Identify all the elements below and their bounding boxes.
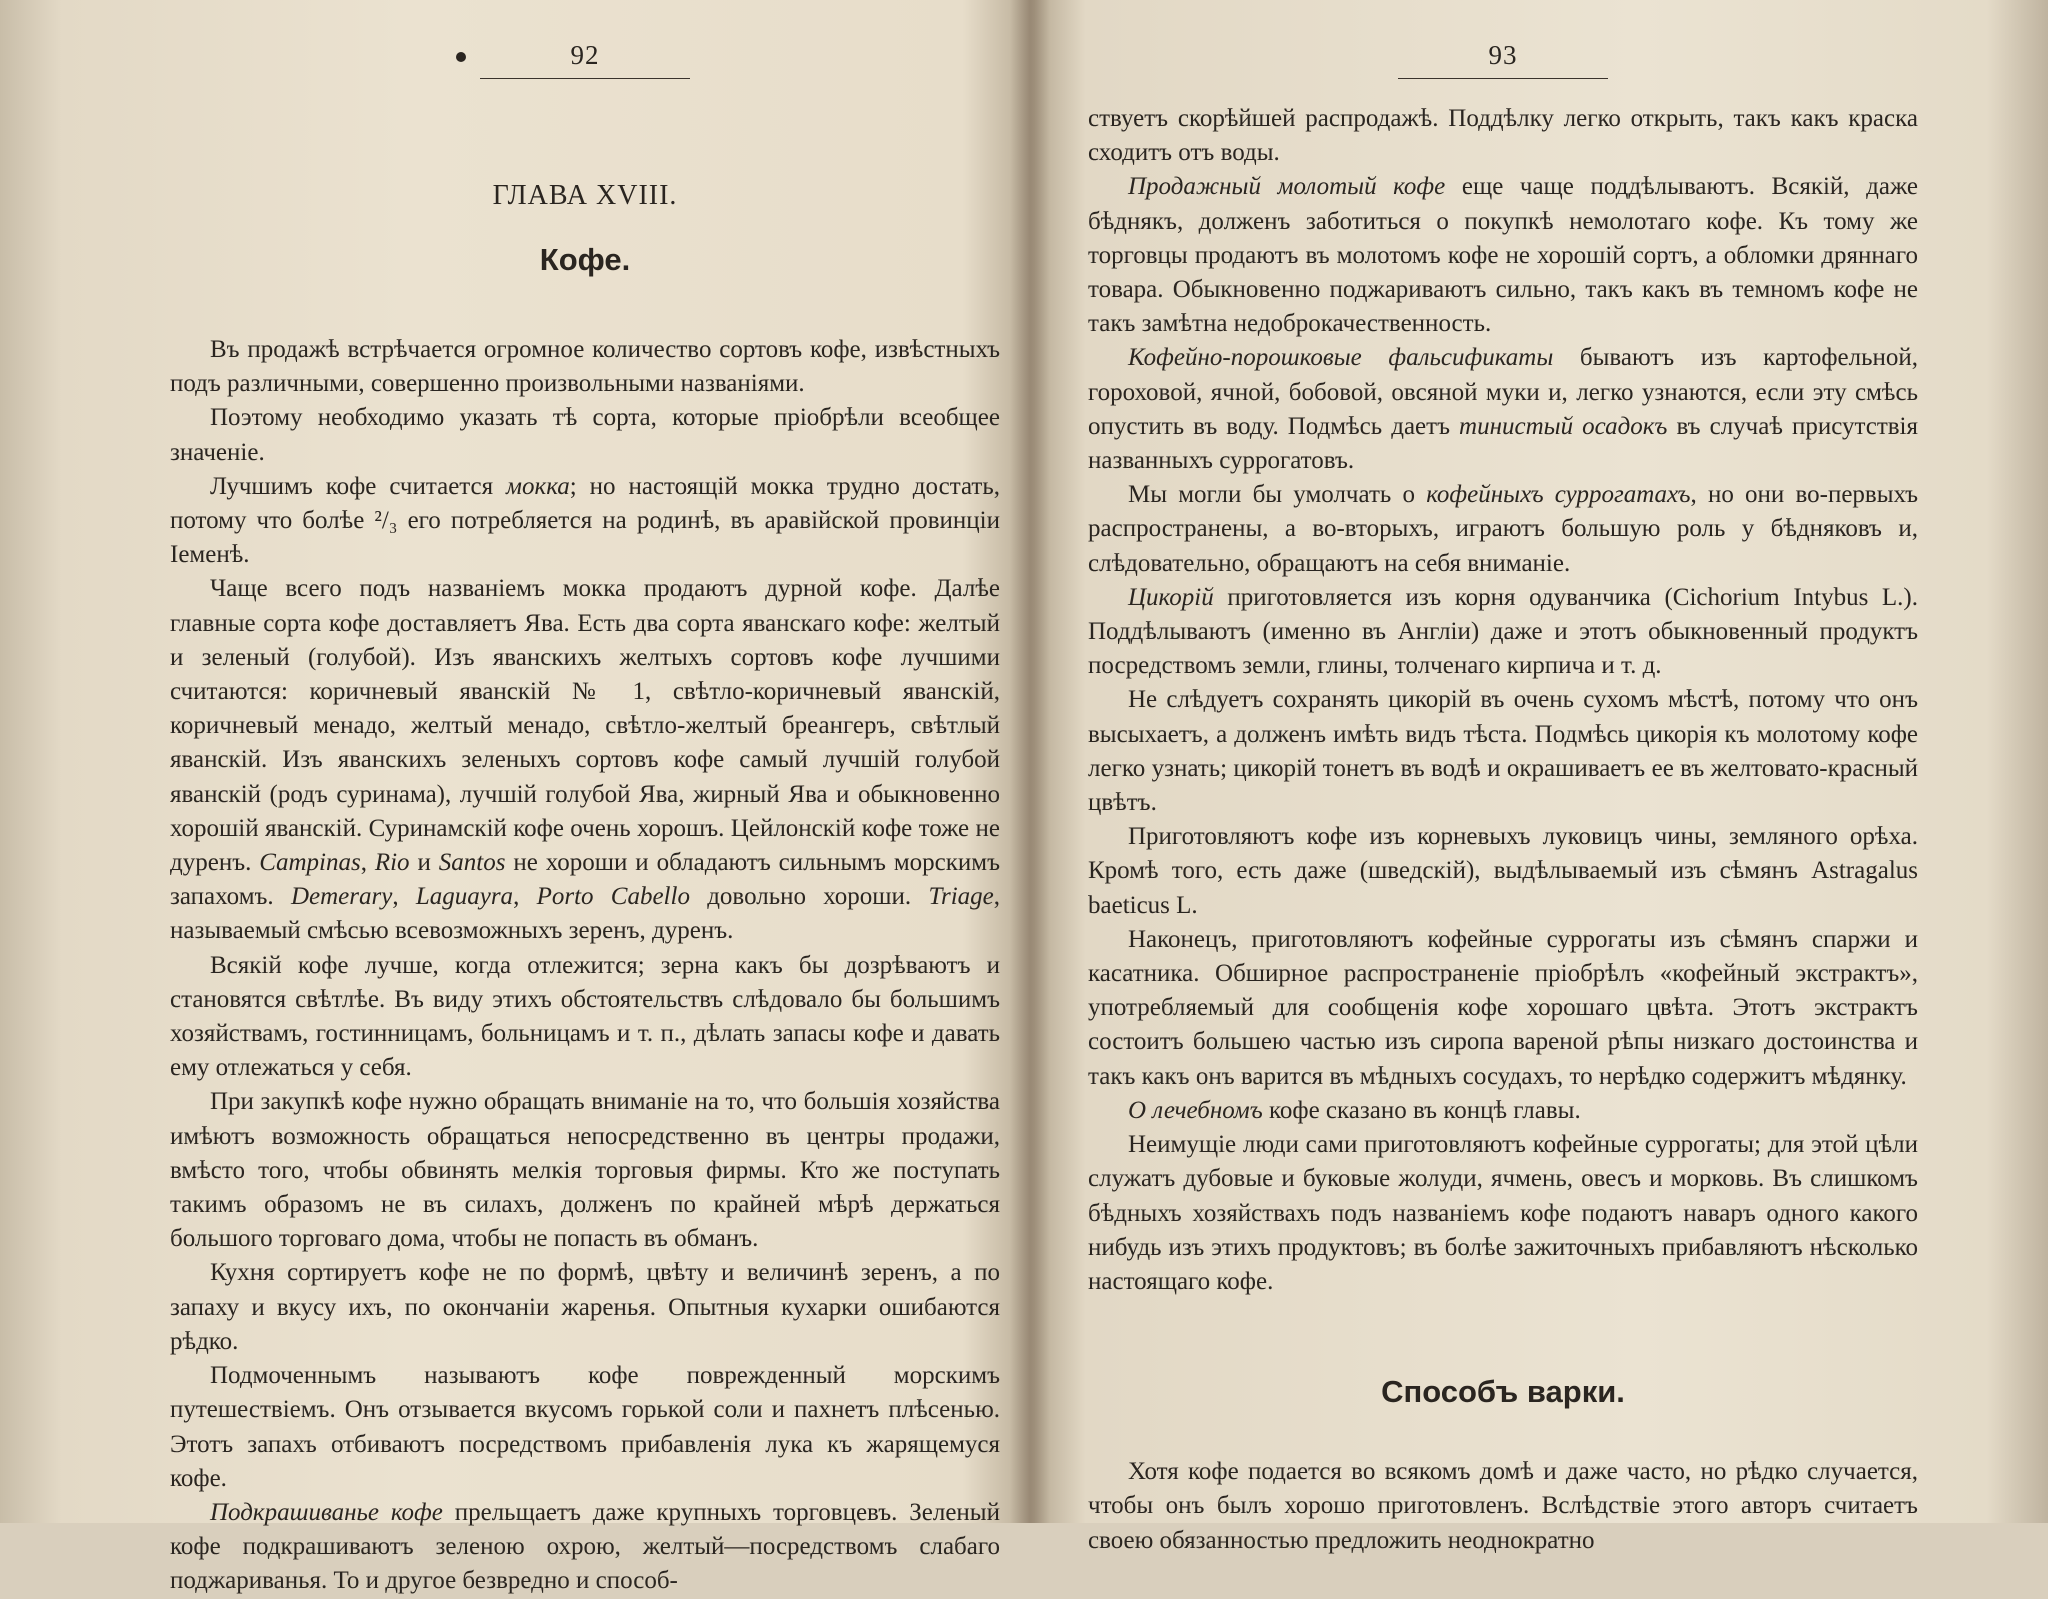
paragraph: О лечебномъ кофе сказано въ концѣ главы. <box>1128 1096 1581 1124</box>
paragraph: Кофейно-порошковые фальсификаты бываютъ изъ картофельной, гороховой, ячной, бобовой, овсяной муки и, легко узнаются, если эту смѣсь опустить въ воду. Подмѣсь даетъ тинистый осадокъ въ случаѣ присутствія названныхъ суррогатовъ. <box>1088 344 1918 475</box>
paragraph: Подмоченнымъ называютъ кофе поврежденный морскимъ путешествіемъ. Онъ отзывается вкусомъ горькой соли и пахнетъ плѣсенью. Этотъ запахъ отбиваютъ посредствомъ прибавленія лука къ жарящемуся кофе. <box>170 1362 1000 1492</box>
chapter-heading: ГЛАВА XVIII. <box>492 180 678 211</box>
paragraph: ствуетъ скорѣйшей распродажѣ. Поддѣлку легко открыть, такъ какъ краска сходитъ отъ воды. <box>1088 105 1918 167</box>
chapter-title: Кофе. <box>539 242 631 277</box>
paragraph: При закупкѣ кофе нужно обращать вниманіе на то, что большія хозяйства имѣютъ возможность обращаться непосредственно въ центры продажи, вмѣсто того, чтобы обвинять мелкія торговыя фирмы. Кто же поступать такимъ образомъ не въ силахъ, долженъ по крайней мѣрѣ держаться большого торговаго дома, чтобы не попасть въ обманъ. <box>170 1088 1000 1253</box>
paragraph: Цикорій приготовляется изъ корня одуванчика (Cichorium Intybus L.). Поддѣлываютъ (именно въ Англіи) даже и этотъ обыкновенный продуктъ посредствомъ земли, глины, толченаго кирпича и т. д. <box>1088 583 1918 680</box>
paragraph: Въ продажѣ встрѣчается огромное количество сортовъ кофе, извѣстныхъ подъ различными, совершенно произвольными названіями. <box>170 336 1000 398</box>
paragraph: Наконецъ, приготовляютъ кофейные суррогаты изъ сѣмянъ спаржи и касатника. Обширное распространеніе пріобрѣлъ «кофейный экстрактъ», употребляемый для сообщенія кофе хорошаго цвѣта. Этотъ экстрактъ состоитъ большею частью изъ сиропа вареной рѣпы низкаго достоинства и такъ какъ онъ варится въ мѣдныхъ сосудахъ, то нерѣдко содержитъ мѣдянку. <box>1088 925 1918 1090</box>
paragraph: Подкрашиванье кофе прельщаетъ даже крупныхъ торговцевъ. Зеленый кофе подкрашиваютъ зеленою охрою, желтый—посредствомъ слабаго поджариванья. То и другое безвредно и способ- <box>170 1498 1000 1595</box>
paragraph: Не слѣдуетъ сохранять цикорій въ очень сухомъ мѣстѣ, потому что онъ высыхаетъ, а долженъ имѣть видъ тѣста. Подмѣсь цикорія къ молотому кофе легко узнать; цикорій тонетъ въ водѣ и окрашиваетъ ее въ желтовато-красный цвѣтъ. <box>1088 686 1918 817</box>
header-rule-right <box>1398 78 1608 79</box>
emphasis: О лечебномъ <box>1128 1096 1263 1124</box>
section-title: Способъ варки. <box>1381 1374 1625 1410</box>
page-number-right: 93 <box>1488 40 1518 70</box>
right-page-text <box>1088 102 1918 1558</box>
emphasis: Подкрашиванье кофе <box>210 1498 443 1526</box>
header-rule-left <box>480 78 690 79</box>
paragraph: Лучшимъ кофе считается мокка; но настоящій мокка трудно достать, потому что болѣе ²/₃ его потребляется на родинѣ, въ аравійской провинціи Іеменѣ. <box>170 472 1000 569</box>
page-number-left: 92 <box>570 40 600 70</box>
emphasis: мокка <box>506 472 570 500</box>
paragraph: Кухня сортируетъ кофе не по формѣ, цвѣту и величинѣ зеренъ, а по запаху и вкусу ихъ, по окончаніи жаренья. Опытныя кухарки ошибаются рѣдко. <box>170 1259 1000 1355</box>
left-page <box>170 0 1001 1595</box>
paragraph: Хотя кофе подается во всякомъ домѣ и даже часто, но рѣдко случается, чтобы онъ былъ хорошо приготовленъ. Вслѣдствіе этого авторъ считаетъ своею обязанностью предложить неоднократно <box>1088 1458 1918 1554</box>
emphasis: кофейныхъ суррогатахъ <box>1426 481 1691 509</box>
paragraph: Продажный молотый кофе еще чаще поддѣлываютъ. Всякій, даже бѣднякъ, долженъ заботиться о покупкѣ немолотаго кофе. Къ тому же торговцы продаютъ въ молотомъ кофе не хорошій сортъ, а обломки дряннаго товара. Обыкновенно поджариваютъ сильно, такъ какъ въ темномъ кофе не такъ замѣтна недоброкачественность. <box>1088 173 1918 338</box>
paragraph: Всякій кофе лучше, когда отлежится; зерна какъ бы дозрѣваютъ и становятся свѣтлѣе. Въ виду этихъ обстоятельствъ слѣдовало бы большимъ хозяйствамъ, гостинницамъ, больницамъ и т. п., дѣлать запасы кофе и давать ему отлежаться у себя. <box>170 951 1000 1082</box>
emphasis: Продажный молотый кофе <box>1128 173 1446 201</box>
paragraph: Мы могли бы умолчать о кофейныхъ суррогатахъ, но они во-первыхъ распространены, а во-вторыхъ, играютъ большую роль у бѣдняковъ и, слѣдовательно, обращаютъ на себя вниманіе. <box>1088 481 1919 577</box>
paragraph: Приготовляютъ кофе изъ корневыхъ луковицъ чины, земляного орѣха. Кромѣ того, есть даже (шведскій), выдѣлываемый изъ сѣмянъ Astragalus baeticus L. <box>1088 823 1918 919</box>
paragraph: Поэтому необходимо указать тѣ сорта, которые пріобрѣли всеобщее значеніе. <box>170 404 1000 466</box>
emphasis: Цикорій <box>1128 583 1214 611</box>
paragraph: Чаще всего подъ названіемъ мокка продаютъ дурной кофе. Далѣе главные сорта кофе доставляетъ Ява. Есть два сорта яванскаго кофе: желтый и зеленый (голубой). Изъ яванскихъ желтыхъ сортовъ кофе лучшими считаются: коричневый яванскій № 1, свѣтло-коричневый яванскій, коричневый менадо, желтый менадо, свѣтло-желтый бреангеръ, свѣтлый яванскій. Изъ яванскихъ зеленыхъ сортовъ кофе самый лучшій голубой яванскій (родъ суринама), лучшій голубой Ява, жирный Ява и обыкновенно хорошій яванскій. Суринамскій кофе очень хорошъ. Цейлонскій кофе тоже не дуренъ. Campinas, Rio и Santos не хороши и обладаютъ сильнымъ морскимъ запахомъ. Demerary, Laguayra, Porto Cabello довольно хороши. Triage, называемый смѣсью всевозможныхъ зеренъ, дуренъ. <box>170 575 1001 945</box>
emphasis: тинистый осадокъ <box>1459 412 1668 440</box>
paragraph: Неимущіе люди сами приготовляютъ кофейные суррогаты; для этой цѣли служатъ дубовые и буковые жолуди, ячмень, овесъ и морковь. Въ слишкомъ бѣдныхъ хозяйствахъ подъ названіемъ кофе подаютъ наваръ одного какого нибудь изъ этихъ продуктовъ; въ болѣе зажиточныхъ прибавляютъ нѣсколько настоящаго кофе. <box>1088 1131 1918 1295</box>
right-page <box>1088 0 1919 1554</box>
left-page-text <box>170 90 1000 1599</box>
emphasis: Кофейно-порошковые фальсификаты <box>1128 344 1554 372</box>
book-gutter <box>1010 0 1050 1523</box>
